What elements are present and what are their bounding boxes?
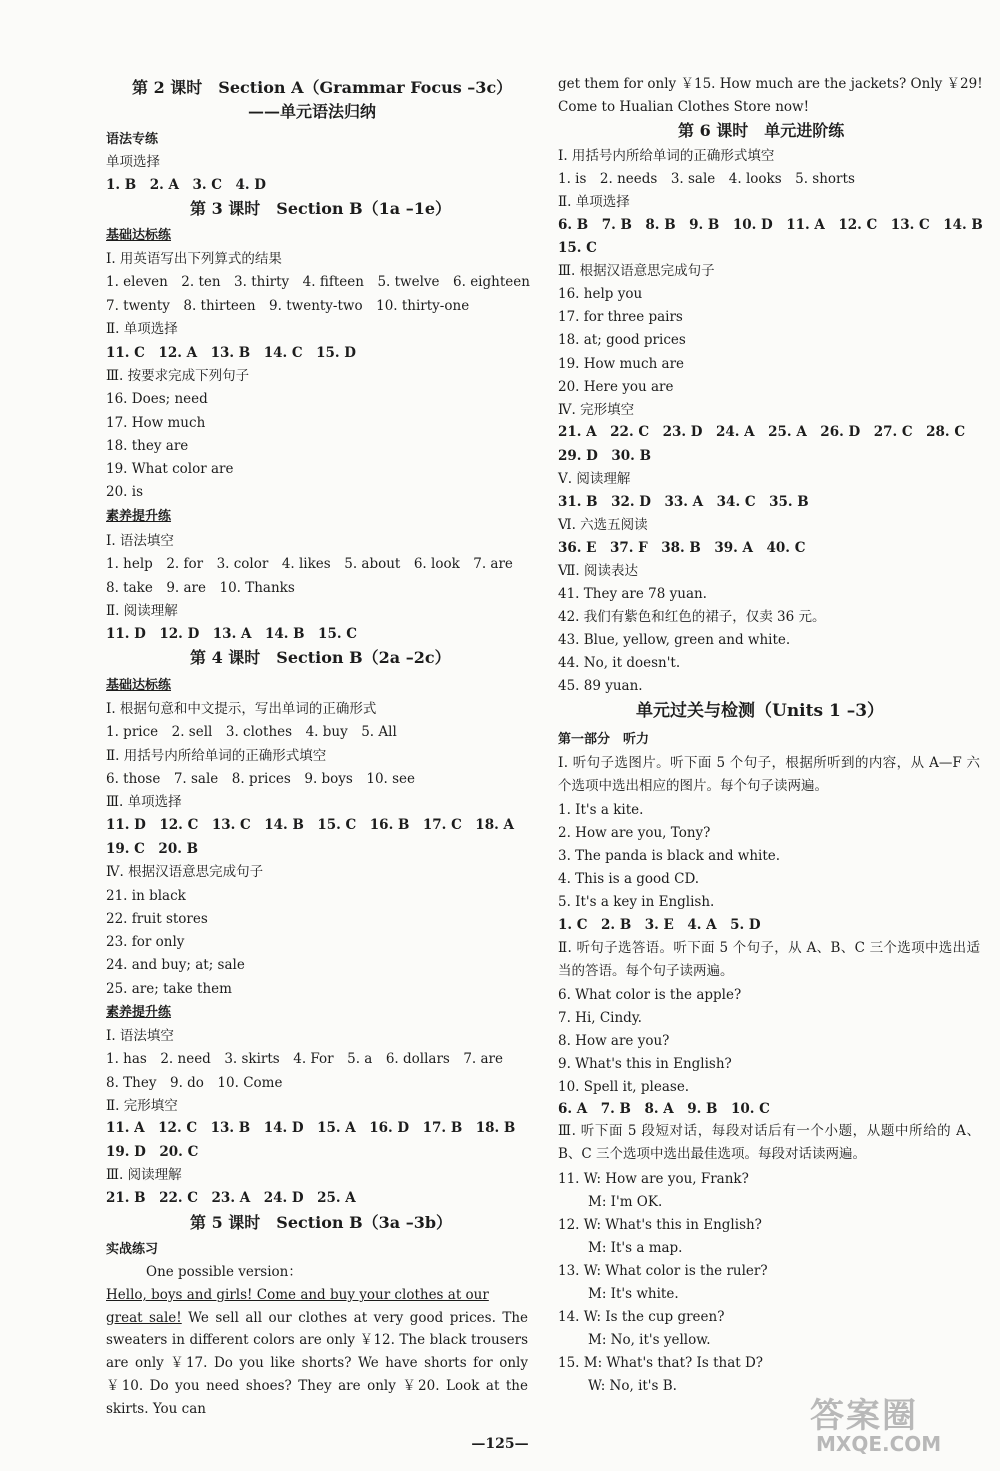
answer-line: 21. in black: [106, 888, 186, 904]
answer-line: 44. No, it doesn't.: [558, 655, 681, 671]
dialog-line: M: It's a map.: [588, 1240, 683, 1256]
answer-line: 11. D 12. C 13. C 14. B 15. C 16. B 17. C 18. A: [106, 817, 514, 833]
dialog-line: 15. M: What's that? Is that D?: [558, 1355, 764, 1371]
answer-line: 17. for three pairs: [558, 309, 683, 325]
question-line: 5. It's a key in English.: [558, 894, 715, 910]
section-heading: Ⅱ. 单项选择: [558, 194, 630, 210]
dialog-line: 14. W: Is the cup green?: [558, 1309, 725, 1325]
dialog-line: 13. W: What color is the ruler?: [558, 1263, 768, 1279]
dialog-line: M: No, it's yellow.: [588, 1332, 711, 1348]
answer-line: 16. Does; need: [106, 391, 208, 407]
question-line: 3. The panda is black and white.: [558, 848, 781, 864]
answer-line: 1. is 2. needs 3. sale 4. looks 5. shorts: [558, 171, 855, 187]
version-label: One possible version：: [146, 1264, 302, 1280]
answer-line: 19. D 20. C: [106, 1144, 199, 1160]
answer-line: 24. and buy; at; sale: [106, 957, 245, 973]
answer-line: 6. those 7. sale 8. prices 9. boys 10. see: [106, 771, 416, 787]
answer-line: 17. How much: [106, 415, 206, 431]
answer-line: 11. C 12. A 13. B 14. C 15. D: [106, 345, 357, 361]
answer-line: 1. B 2. A 3. C 4. D: [106, 177, 267, 193]
answer-line: 19. C 20. B: [106, 841, 199, 857]
answer-line: 21. B 22. C 23. A 24. D 25. A: [106, 1190, 356, 1206]
answer-line: 36. E 37. F 38. B 39. A 40. C: [558, 540, 806, 556]
answer-line: 20. Here you are: [558, 379, 674, 395]
section-heading: Ⅰ. 听句子选图片。听下面 5 个句子，根据所听到的内容，从 A—F 六个选项中选出相应的图片。每个句子读两遍。: [558, 755, 980, 794]
section-heading: Ⅰ. 语法填空: [106, 533, 174, 549]
section-heading: Ⅵ. 六选五阅读: [558, 517, 648, 533]
part-1-label: 第一部分 听力: [558, 732, 650, 747]
basic-practice-label: 基础达标练: [106, 228, 172, 243]
section-heading: Ⅶ. 阅读表达: [558, 563, 639, 579]
lesson-2-title: 第 2 课时 Section A（Grammar Focus –3c）: [132, 78, 513, 97]
question-line: 2. How are you, Tony?: [558, 825, 711, 841]
question-line: 10. Spell it, please.: [558, 1079, 690, 1095]
section-heading: Ⅲ. 根据汉语意思完成句子: [558, 263, 715, 279]
essay-continued: get them for only ￥15. How much are the jackets? Only ￥29!: [558, 76, 983, 92]
answer-line: 18. they are: [106, 438, 189, 454]
question-line: 7. Hi, Cindy.: [558, 1010, 642, 1026]
section-heading: Ⅴ. 阅读理解: [558, 471, 631, 487]
question-line: 1. It's a kite.: [558, 802, 644, 818]
grammar-practice-label: 语法专练: [106, 132, 159, 147]
section-heading: Ⅳ. 根据汉语意思完成句子: [106, 864, 264, 880]
section-heading: Ⅰ. 根据句意和中文提示，写出单词的正确形式: [106, 701, 377, 717]
answer-line: 19. How much are: [558, 356, 685, 372]
section-heading: Ⅲ. 听下面 5 段短对话，每段对话后有一个小题，从题中所给的 A、B、C 三个选项中选出最佳选项。每段对话读两遍。: [558, 1123, 980, 1162]
section-heading: Ⅱ. 听句子选答语。听下面 5 个句子，从 A、B、C 三个选项中选出适当的答语。每个句子读两遍。: [558, 940, 980, 979]
answer-line: 21. A 22. C 23. D 24. A 25. A 26. D 27. C 28. C: [558, 424, 966, 440]
answer-line: 15. C: [558, 240, 597, 256]
answer-line: 6. B 7. B 8. B 9. B 10. D 11. A 12. C 13. C 14. B: [558, 217, 983, 233]
answer-line: 23. for only: [106, 934, 185, 950]
answer-line: 19. What color are: [106, 461, 234, 477]
section-heading: Ⅲ. 阅读理解: [106, 1167, 182, 1183]
section-heading: Ⅱ. 阅读理解: [106, 603, 178, 619]
essay-underlined-2: great sale!: [106, 1309, 182, 1326]
page-number: —125—: [471, 1436, 529, 1452]
answer-line: 22. fruit stores: [106, 911, 208, 927]
answer-line: 11. A 12. C 13. B 14. D 15. A 16. D 17. B 18. B: [106, 1120, 516, 1136]
answer-line: 6. A 7. B 8. A 9. B 10. C: [558, 1101, 770, 1117]
watermark-url: MXQE.COM: [816, 1432, 942, 1456]
unit-test-title: 单元过关与检测（Units 1 –3）: [636, 701, 885, 721]
answer-line: 1. help 2. for 3. color 4. likes 5. about 6. look 7. are: [106, 556, 513, 572]
answer-line: 8. They 9. do 10. Come: [106, 1075, 283, 1091]
lesson-3-title: 第 3 课时 Section B（1a –1e）: [190, 199, 452, 218]
dialog-line: M: It's white.: [588, 1286, 679, 1302]
answer-line: 45. 89 yuan.: [558, 678, 643, 694]
answer-line: 11. D 12. D 13. A 14. B 15. C: [106, 626, 357, 642]
watermark-text: 答案圈: [810, 1396, 918, 1436]
section-heading: Ⅱ. 完形填空: [106, 1098, 178, 1114]
answer-line: 7. twenty 8. thirteen 9. twenty-two 10. thirty-one: [106, 298, 470, 314]
answer-line: 29. D 30. B: [558, 448, 651, 464]
answer-line: 18. at; good prices: [558, 332, 686, 348]
practice-label: 实战练习: [106, 1242, 159, 1257]
answer-line: 43. Blue, yellow, green and white.: [558, 632, 791, 648]
question-line: 4. This is a good CD.: [558, 871, 700, 887]
section-heading: Ⅰ. 用括号内所给单词的正确形式填空: [558, 148, 775, 164]
lesson-2-subtitle: ——单元语法归纳: [248, 102, 377, 121]
lesson-5-title: 第 5 课时 Section B（3a –3b）: [190, 1213, 453, 1232]
section-heading: Ⅳ. 完形填空: [558, 402, 635, 418]
watermark-logo: [810, 1388, 982, 1462]
model-essay: [106, 1284, 528, 1420]
answer-line: 1. C 2. B 3. E 4. A 5. D: [558, 917, 761, 933]
answer-line: 41. They are 78 yuan.: [558, 586, 707, 602]
section-heading: Ⅲ. 按要求完成下列句子: [106, 368, 250, 384]
answer-line: 16. help you: [558, 286, 643, 302]
essay-underlined-1: Hello, boys and girls! Come and buy your clothes at our: [106, 1287, 489, 1303]
dialog-line: 11. W: How are you, Frank?: [558, 1171, 749, 1187]
answer-line: 20. is: [106, 484, 144, 500]
answer-line: 8. take 9. are 10. Thanks: [106, 580, 295, 596]
question-line: 8. How are you?: [558, 1033, 670, 1049]
question-line: 6. What color is the apple?: [558, 987, 742, 1003]
question-line: 9. What's this in English?: [558, 1056, 732, 1072]
basic-practice-label: 基础达标练: [106, 678, 172, 693]
answer-line: 1. has 2. need 3. skirts 4. For 5. a 6. dollars 7. are: [106, 1051, 504, 1067]
section-heading: Ⅱ. 单项选择: [106, 321, 178, 337]
answer-line: 42. 我们有紫色和红色的裙子，仅卖 36 元。: [558, 609, 826, 625]
advanced-practice-label: 素养提升练: [106, 509, 172, 524]
section-heading: 单项选择: [106, 154, 160, 170]
answer-line: 25. are; take them: [106, 981, 232, 997]
essay-continued: Come to Hualian Clothes Store now!: [558, 99, 810, 115]
answer-line: 1. price 2. sell 3. clothes 4. buy 5. All: [106, 724, 397, 740]
dialog-line: M: I'm OK.: [588, 1194, 663, 1210]
dialog-line: W: No, it's B.: [588, 1378, 677, 1394]
section-heading: Ⅰ. 用英语写出下列算式的结果: [106, 251, 282, 267]
lesson-6-title: 第 6 课时 单元进阶练: [678, 121, 845, 140]
section-heading: Ⅱ. 用括号内所给单词的正确形式填空: [106, 748, 327, 764]
answer-line: 1. eleven 2. ten 3. thirty 4. fifteen 5. twelve 6. eighteen: [106, 274, 530, 290]
answer-line: 31. B 32. D 33. A 34. C 35. B: [558, 494, 809, 510]
lesson-4-title: 第 4 课时 Section B（2a –2c）: [190, 648, 451, 667]
section-heading: Ⅲ. 单项选择: [106, 794, 182, 810]
advanced-practice-label: 素养提升练: [106, 1005, 172, 1020]
section-heading: Ⅰ. 语法填空: [106, 1028, 174, 1044]
dialog-line: 12. W: What's this in English?: [558, 1217, 762, 1233]
essay-body: We sell all our clothes at very good prices. The sweaters in different colors are only ￥12. The black trousers are only ￥17. Do you like shorts? We have shorts for only ￥10. Do you need shoes? They are only ￥20. Look at the skirts. You can: [106, 1309, 529, 1417]
